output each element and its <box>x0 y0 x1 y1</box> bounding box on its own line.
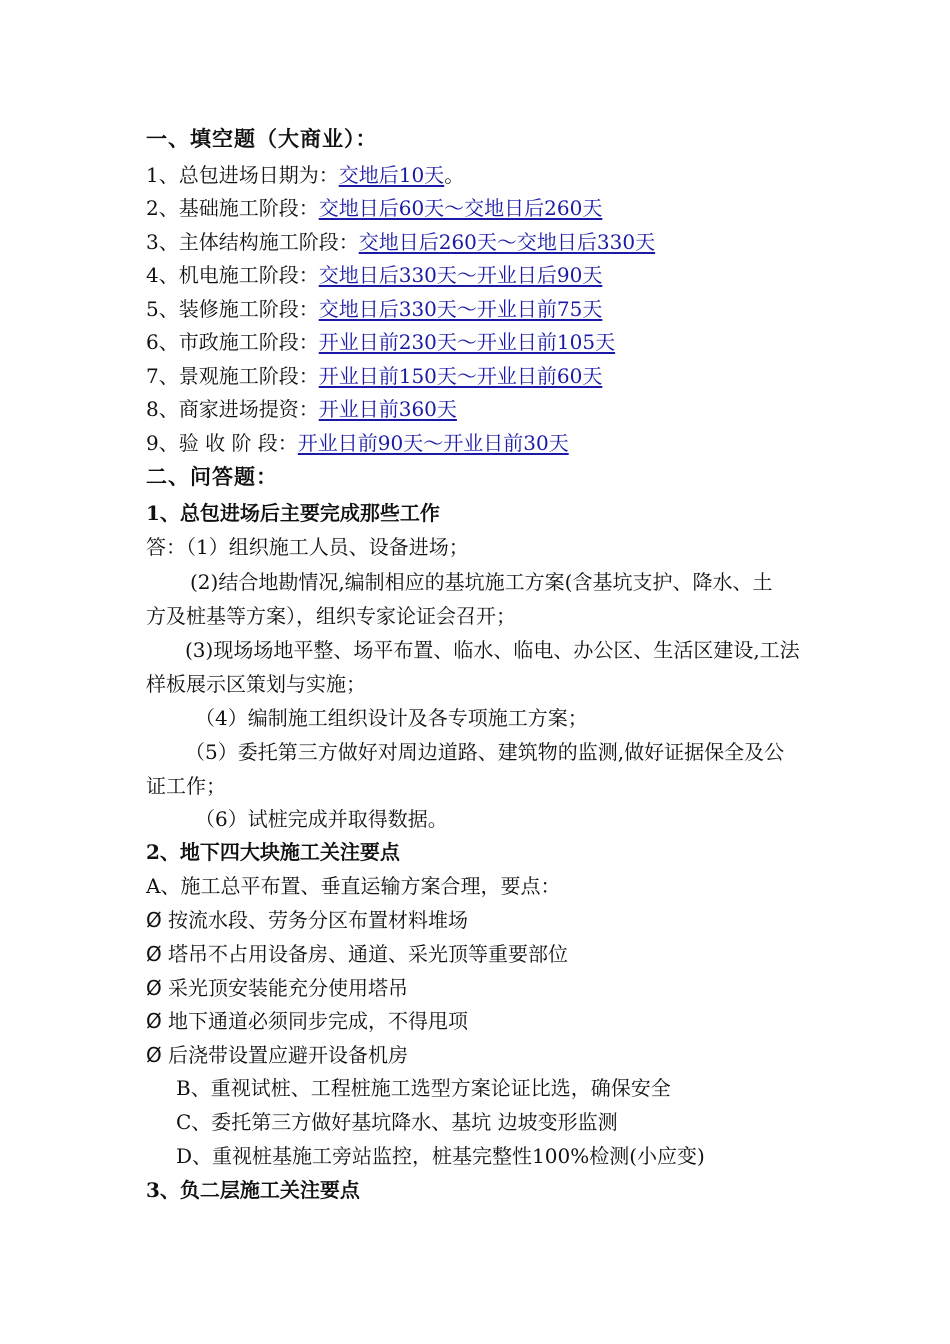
fill-item-answer: 交地后10天 <box>338 163 445 187</box>
bullet-icon: Ø <box>146 1043 162 1067</box>
fill-item-answer: 交地日后330天～开业日前75天 <box>318 297 603 321</box>
fill-item-answer: 交地日后60天～交地日后260天 <box>318 196 603 220</box>
fill-item-answer: 开业日前90天～开业日前30天 <box>297 431 569 455</box>
fill-item-suffix: 。 <box>444 163 465 187</box>
fill-item-answer: 开业日前230天～开业日前105天 <box>318 330 616 354</box>
fill-item-8 <box>146 392 866 426</box>
question-1-title: 1、总包进场后主要完成那些工作 <box>146 501 440 525</box>
list-item <box>146 1004 866 1038</box>
fill-item-label: 5、装修施工阶段： <box>146 297 319 321</box>
fill-item-5 <box>146 292 866 326</box>
fill-item-label: 8、商家进场提资： <box>146 397 319 421</box>
list-item <box>146 1038 866 1072</box>
list-item-text: 塔吊不占用设备房、通道、采光顶等重要部位 <box>168 942 568 966</box>
bullet-icon: Ø <box>146 942 162 966</box>
answer-line: 方及桩基等方案），组织专家论证会召开； <box>146 604 516 628</box>
answer-line: (3)现场场地平整、场平布置、临水、临电、办公区、生活区建设,工法 <box>185 638 800 662</box>
list-item-text: 地下通道必须同步完成，不得甩项 <box>168 1009 468 1033</box>
list-item-text: 按流水段、劳务分区布置材料堆场 <box>168 908 468 932</box>
fill-item-1 <box>146 158 866 192</box>
list-item-text: 采光顶安装能充分使用塔吊 <box>168 976 408 1000</box>
fill-item-3 <box>146 225 866 259</box>
point-d: D、重视桩基施工旁站监控，桩基完整性100%检测(小应变) <box>176 1144 705 1168</box>
answer-line: （6）试桩完成并取得数据。 <box>195 807 448 831</box>
question-3-title: 3、负二层施工关注要点 <box>146 1178 360 1202</box>
list-item <box>146 937 866 971</box>
point-a: A、施工总平布置、垂直运输方案合理，要点： <box>146 874 561 898</box>
fill-item-answer: 交地日后330天～开业日后90天 <box>318 263 603 287</box>
fill-item-answer: 开业日前150天～开业日前60天 <box>318 364 603 388</box>
answer-line: 样板展示区策划与实施； <box>146 672 366 696</box>
answer-line: 证工作； <box>146 774 226 798</box>
fill-item-7 <box>146 359 866 393</box>
answer-line: 答：（1）组织施工人员、设备进场； <box>146 535 469 559</box>
fill-item-label: 4、机电施工阶段： <box>146 263 319 287</box>
fill-item-label: 2、基础施工阶段： <box>146 196 319 220</box>
bullet-icon: Ø <box>146 908 162 932</box>
question-2-title: 2、地下四大块施工关注要点 <box>146 840 400 864</box>
fill-item-label: 3、主体结构施工阶段： <box>146 230 359 254</box>
qa-section-title: 二、问答题： <box>146 464 278 489</box>
fill-item-label: 7、景观施工阶段： <box>146 364 319 388</box>
fill-section-title: 一、填空题（大商业）： <box>146 126 378 151</box>
point-c: C、委托第三方做好基坑降水、基坑 边坡变形监测 <box>176 1110 618 1134</box>
fill-item-label: 1、总包进场日期为： <box>146 163 339 187</box>
fill-item-answer: 开业日前360天 <box>318 397 457 421</box>
bullet-icon: Ø <box>146 976 162 1000</box>
fill-item-label: 9、验 收 阶 段： <box>146 431 298 455</box>
fill-item-4 <box>146 258 866 292</box>
answer-line: (2)结合地勘情况,编制相应的基坑施工方案(含基坑支护、降水、土 <box>190 570 773 594</box>
fill-item-6 <box>146 325 866 359</box>
list-item <box>146 971 866 1005</box>
fill-item-label: 6、市政施工阶段： <box>146 330 319 354</box>
fill-item-answer: 交地日后260天～交地日后330天 <box>358 230 656 254</box>
point-b: B、重视试桩、工程桩施工选型方案论证比选，确保安全 <box>176 1076 671 1100</box>
answer-line: （4）编制施工组织设计及各专项施工方案； <box>195 706 588 730</box>
bullet-icon: Ø <box>146 1009 162 1033</box>
answer-line: （5）委托第三方做好对周边道路、建筑物的监测,做好证据保全及公 <box>185 740 785 764</box>
list-item <box>146 903 866 937</box>
list-item-text: 后浇带设置应避开设备机房 <box>168 1043 408 1067</box>
fill-item-9 <box>146 426 866 460</box>
fill-item-2 <box>146 191 866 225</box>
